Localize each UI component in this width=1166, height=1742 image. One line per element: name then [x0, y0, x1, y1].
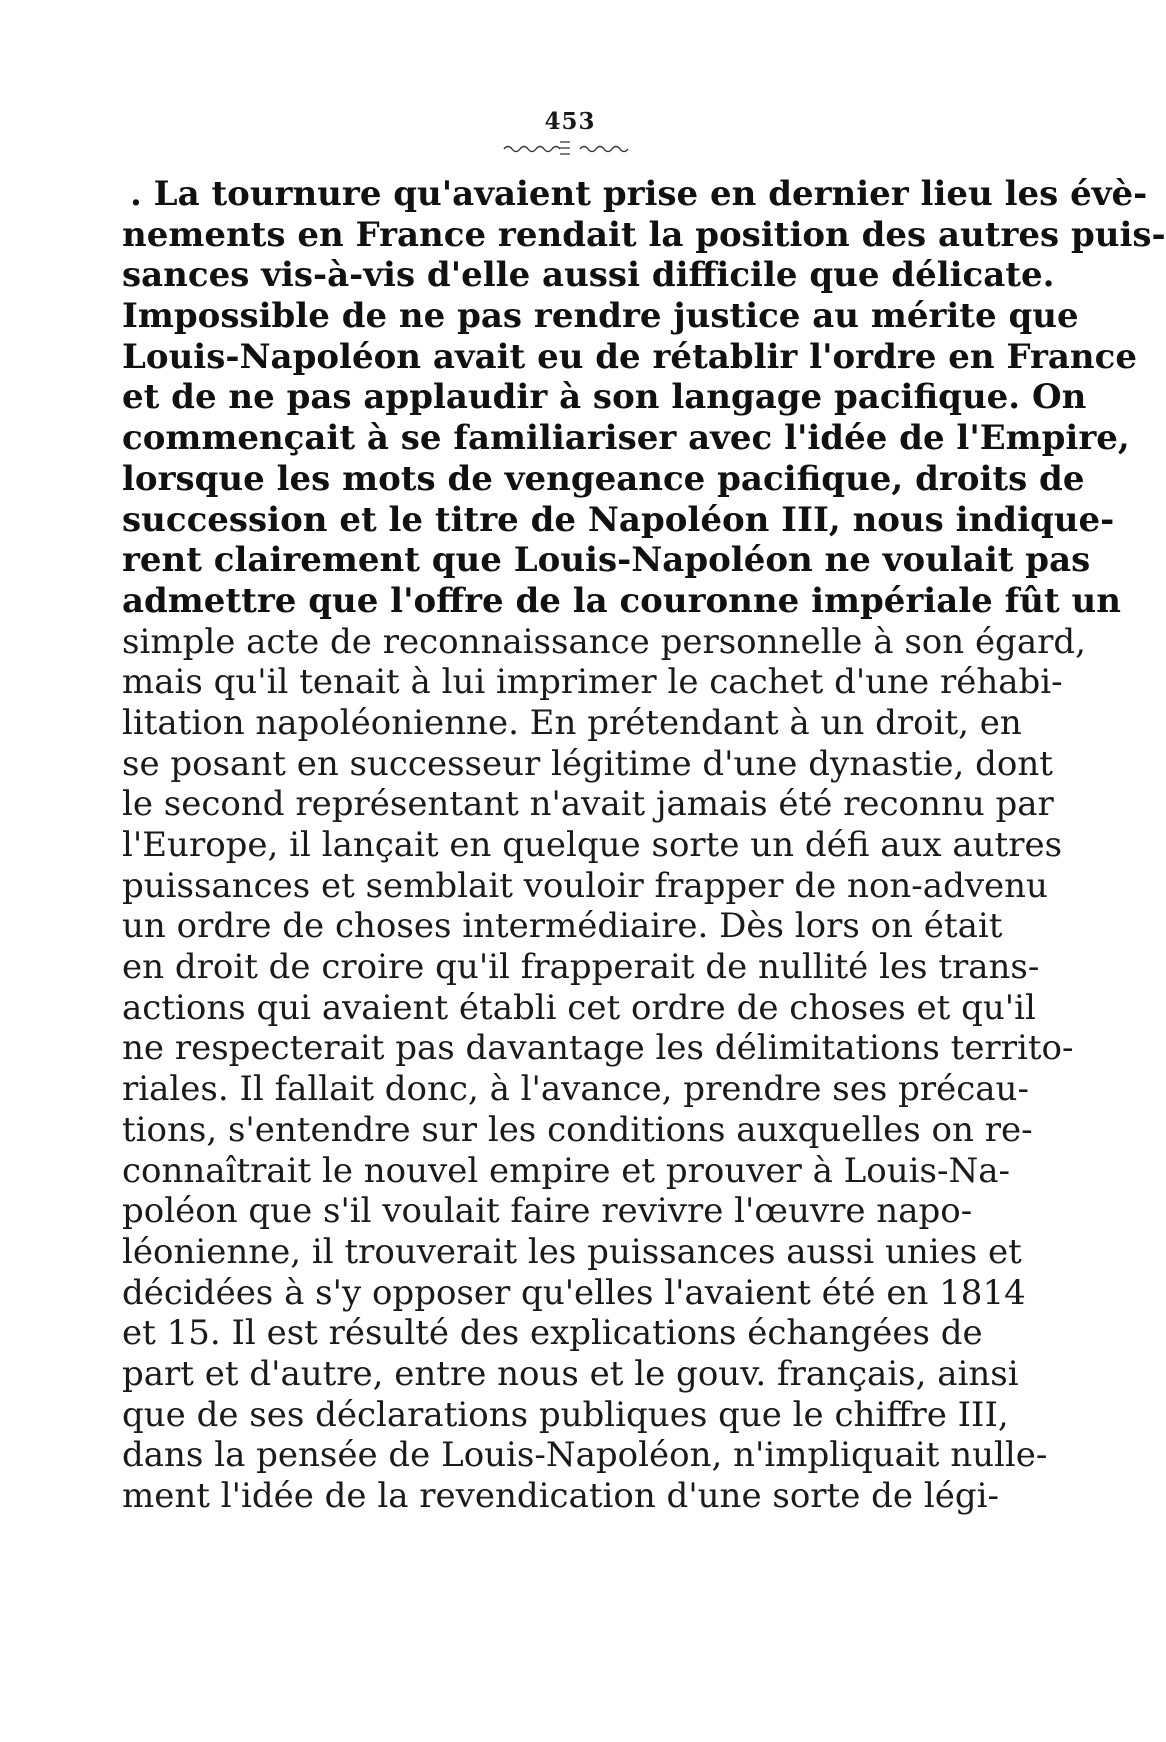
- text-line: que de ses déclarations publiques que le chiffre III,: [122, 1394, 1009, 1435]
- text-line: admettre que l'offre de la couronne impériale fût un: [122, 580, 1121, 621]
- text-line: litation napoléonienne. En prétendant à un droit, en: [122, 702, 1022, 743]
- text-line: puissances et semblait vouloir frapper de non-advenu: [122, 865, 1048, 906]
- text-line: ment l'idée de la revendication d'une sorte de légi-: [122, 1476, 999, 1516]
- text-line: commençait à se familiariser avec l'idée de l'Empire,: [122, 418, 1130, 459]
- text-line: et de ne pas applaudir à son langage pacifique. On: [122, 377, 1087, 418]
- text-line: . La tournure qu'avaient prise en dernier lieu les évè-: [130, 174, 1148, 214]
- text-line: se posant en successeur légitime d'une dynastie, dont: [122, 743, 1053, 784]
- text-line: riales. Il fallait donc, à l'avance, prendre ses précau-: [122, 1069, 1029, 1110]
- text-line: léonienne, il trouverait les puissances aussi unies et: [122, 1231, 1022, 1272]
- text-line: Impossible de ne pas rendre justice au mérite que: [122, 296, 1079, 337]
- text-line: décidées à s'y opposer qu'elles l'avaient été en 1814: [122, 1272, 1026, 1313]
- text-line: poléon que s'il voulait faire revivre l'œuvre napo-: [122, 1191, 973, 1232]
- text-line: succession et le titre de Napoléon III, nous indique-: [122, 499, 1115, 540]
- page-number: 453: [544, 108, 596, 135]
- text-line: simple acte de reconnaissance personnelle à son égard,: [122, 621, 1086, 662]
- text-line: rent clairement que Louis-Napoléon ne voulait pas: [122, 540, 1091, 581]
- text-line: sances vis-à-vis d'elle aussi difficile que délicate.: [122, 255, 1055, 296]
- text-line: tions, s'entendre sur les conditions auxquelles on re-: [122, 1109, 1033, 1150]
- text-line: et 15. Il est résulté des explications échangées de: [122, 1313, 983, 1354]
- text-line: ne respecterait pas davantage les délimitations territo-: [122, 1028, 1074, 1069]
- text-line: l'Europe, il lançait en quelque sorte un défi aux autres: [122, 825, 1063, 865]
- text-line: en droit de croire qu'il frapperait de nullité les trans-: [122, 947, 1040, 988]
- wavy-rule-ornament-icon: [0, 136, 1140, 162]
- text-line: lorsque les mots de vengeance pacifique, droits de: [122, 458, 1085, 499]
- text-line: part et d'autre, entre nous et le gouv. français, ainsi: [122, 1353, 1019, 1394]
- text-line: actions qui avaient établi cet ordre de choses et qu'il: [122, 987, 1036, 1028]
- text-line: Louis-Napoléon avait eu de rétablir l'ordre en France: [122, 336, 1137, 377]
- body-text: [122, 174, 1166, 1517]
- text-line: le second représentant n'avait jamais été reconnu par: [122, 784, 1054, 825]
- text-line: dans la pensée de Louis-Napoléon, n'impliquait nulle-: [122, 1435, 1048, 1476]
- text-line: un ordre de choses intermédiaire. Dès lors on était: [122, 906, 1003, 947]
- text-line: nements en France rendait la position des autres puis-: [122, 214, 1166, 255]
- text-line: mais qu'il tenait à lui imprimer le cachet d'une réhabi-: [122, 662, 1063, 703]
- text-line: connaîtrait le nouvel empire et prouver à Louis-Na-: [122, 1150, 1010, 1191]
